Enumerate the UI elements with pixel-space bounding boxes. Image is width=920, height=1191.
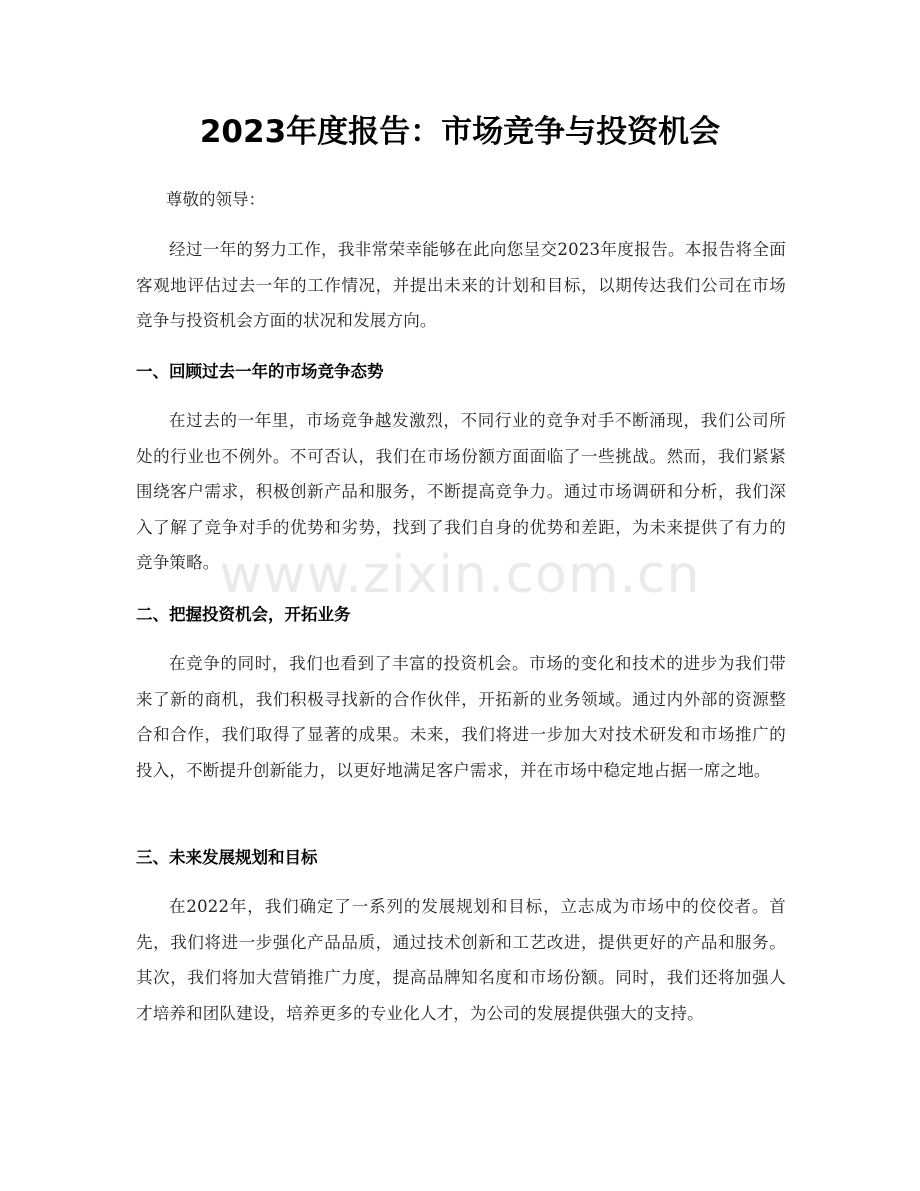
section-1-body [136, 403, 786, 581]
document-title: 2023年度报告：市场竞争与投资机会 [199, 114, 721, 150]
section-3-body [136, 889, 786, 1031]
section-heading: 三、未来发展规划和目标 [136, 848, 318, 867]
salutation: 尊敬的领导： [166, 190, 265, 209]
section-3 [136, 843, 786, 873]
section-2 [136, 600, 786, 630]
section-heading: 一、回顾过去一年的市场竞争态势 [136, 362, 384, 381]
section-1 [136, 357, 786, 387]
section-2-body [136, 646, 786, 788]
section-heading: 二、把握投资机会，开拓业务 [136, 605, 351, 624]
section-paragraph: 在2022年，我们确定了一系列的发展规划和目标，立志成为市场中的佼佼者。首先，我们将进一步强化产品品质，通过技术创新和工艺改进，提供更好的产品和服务。其次，我们将加大营销推广力度，提高品牌知名度和市场份额。同时，我们还将加强人才培养和团队建设，培养更多的专业化人才，为公司的发展提供强大的支持。 [136, 897, 786, 1023]
section-paragraph: 在过去的一年里，市场竞争越发激烈，不同行业的竞争对手不断涌现，我们公司所处的行业也不例外。不可否认，我们在市场份额方面面临了一些挑战。然而，我们紧紧围绕客户需求，积极创新产品和服务，不断提高竞争力。通过市场调研和分析，我们深入了解了竞争对手的优势和劣势，找到了我们自身的优势和差距，为未来提供了有力的竞争策略。 [136, 411, 786, 572]
watermark: www.zixin.com.cn [219, 545, 701, 605]
intro-paragraph: 经过一年的努力工作，我非常荣幸能够在此向您呈交2023年度报告。本报告将全面客观地评估过去一年的工作情况，并提出未来的计划和目标，以期传达我们公司在市场竞争与投资机会方面的状况和发展方向。 [136, 240, 786, 330]
intro-block [136, 232, 786, 339]
section-paragraph: 在竞争的同时，我们也看到了丰富的投资机会。市场的变化和技术的进步为我们带来了新的商机，我们积极寻找新的合作伙伴，开拓新的业务领域。通过内外部的资源整合和合作，我们取得了显著的成果。未来，我们将进一步加大对技术研发和市场推广的投入，不断提升创新能力，以更好地满足客户需求，并在市场中稳定地占据一席之地。 [136, 654, 786, 780]
